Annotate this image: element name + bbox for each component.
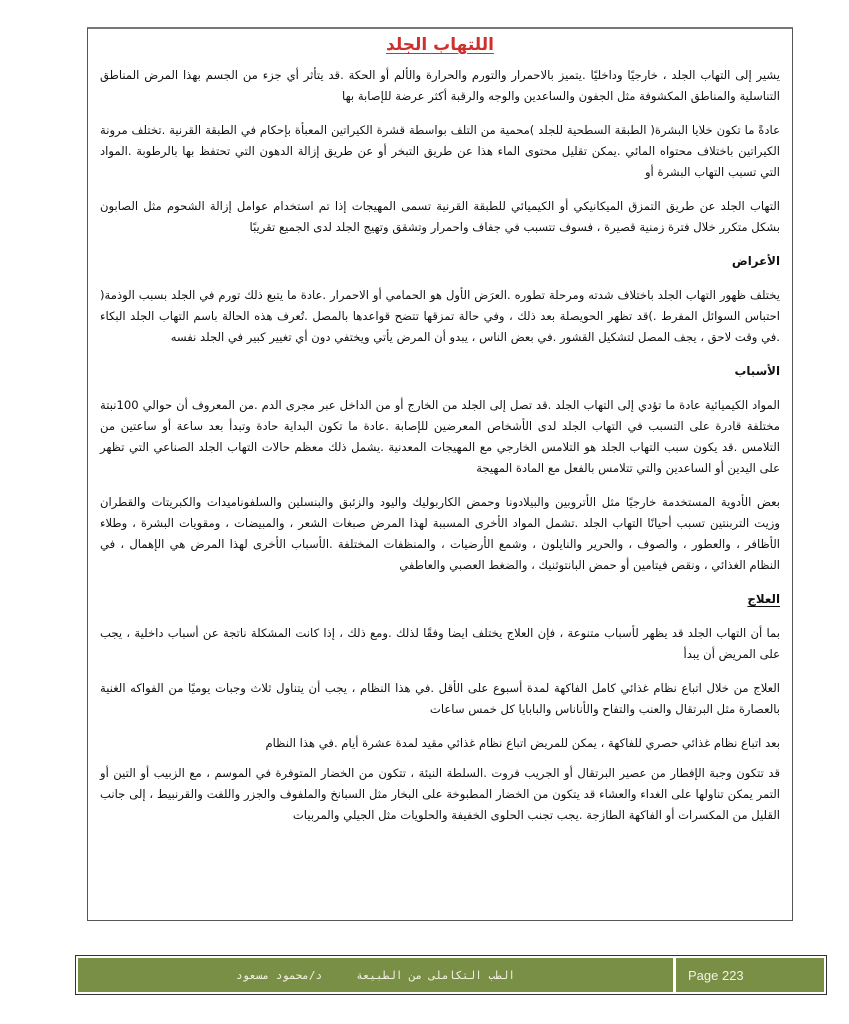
document-title: اللتهاب الجلد — [386, 35, 494, 55]
paragraph-intro: يشير إلى التهاب الجلد ، خارجيًا وداخليًا .يتميز بالاحمرار والتورم والحرارة والألم أو الحكة .قد يتأثر أي جزء من الجسم بهذا المرض المناطق التناسلية والمناطق المكشوفة مثل الجفون والساعدين والوجه والرقبة أكثر عرضة للإصابة بها — [100, 68, 780, 103]
footer-book-info — [78, 958, 673, 992]
heading-treatment: العلاج — [747, 592, 780, 606]
paragraph-irritants: التهاب الجلد عن طريق التمزق الميكانيكي أو الكيميائي للطبقة القرنية تسمى المهيجات إذا تم استخدام عوامل إزالة الشحوم مثل الصابون بشكل متكرر خلال فترة زمنية قصيرة ، فسوف تتسبب في جفاف واحمرار وتشقق وتهيج الجلد لدى الجميع تقريبًا — [100, 199, 780, 234]
paragraph-causes-drugs: بعض الأدوية المستخدمة خارجيًا مثل الأتروبين والبيلادونا وحمض الكاربوليك واليود والزئبق والبنسلين والسلفوناميدات والكبريتات والقطران وزيت التربنتين تسبب أحيانًا التهاب الجلد .تشمل المواد الأخرى المسببة لهذا المرض صبغات الشعر ، والمبيضات ، ومقويات البشرة ، وطلاء الأظافر ، والعطور ، والصوف ، والحرير والنايلون ، وشمع الأرضيات ، والمنظفات المختلفة .الأسباب الأخرى لهذا المرض هي الإهمال ، في النظام الغذائي ، ونقص فيتامين أو حمض البانتوثنيك ، والضغط العصبي والعاطفي — [100, 495, 780, 572]
paragraph-fruit-diet: العلاج من خلال اتباع نظام غذائي كامل الفاكهة لمدة أسبوع على الأقل .في هذا النظام ، يجب أن يتناول ثلاث وجبات يوميًا من الفواكه الغنية بالعصارة مثل البرتقال والعنب والتفاح والأناناس والبابايا كل خمس ساعات — [100, 681, 780, 716]
paragraph-causes-chemicals: المواد الكيميائية عادة ما تؤدي إلى التهاب الجلد .قد تصل إلى الجلد من الخارج أو من الداخل عبر مجرى الدم .من المعروف أن حوالي 100نبتة مختلفة قادرة على التسبب في التهاب الجلد لدى الأشخاص المعرضين للإصابة .عادة ما تكون البداية حادة وتبدأ بعد ساعة أو ساعتين من التلامس .قد يكون سبب التهاب الجلد هو التلامس الخارجي مع المهيجات المعدنية .يشمل ذلك معظم حالات التهاب الجلد الصناعي التي تظهر على اليدين أو الساعدين والتي تتلامس بالفعل مع المادة المهيجة — [100, 398, 780, 475]
footer-book-title: الطب التكاملى من الطبيعة — [356, 968, 516, 982]
page-footer — [75, 955, 827, 995]
footer-author: د/محمود مسعود — [235, 968, 323, 982]
paragraph-restricted-diet: بعد اتباع نظام غذائي حصري للفاكهة ، يمكن للمريض اتباع نظام غذائي مقيد لمدة عشرة أيام .في هذا النظام — [265, 736, 780, 750]
paragraph-symptoms: يختلف ظهور التهاب الجلد باختلاف شدته ومرحلة تطوره .العرَض الأول هو الحمامي أو الاحمرار .عادة ما يتبع ذلك تورم في الجلد بسبب الوذمة( احتباس السوائل المفرط .)قد تظهر الحويصلة بعد ذلك ، وفي حالة تمزقها تتضح قواعدها بالمصل .تُعرف هذه الحالة باسم التهاب الجلد البكاء .في وقت لاحق ، يجف المصل لتشكيل القشور .في بعض الناس ، يبدو أن المرض يأتي ويختفي دون أي تغيير كبير في الجلد نفسه — [100, 288, 780, 344]
document-page-box — [87, 27, 793, 921]
paragraph-treatment-intro: بما أن التهاب الجلد قد يظهر لأسباب متنوعة ، فإن العلاج يختلف ايضا وفقًا لذلك .ومع ذلك ، إذا كانت المشكلة ناتجة عن أسباب داخلية ، يجب على المريض أن يبدأ — [100, 626, 780, 661]
footer-page-number: Page 223 — [676, 958, 824, 992]
paragraph-epidermis: عادةً ما تكون خلايا البشرة( الطبقة السطحية للجلد )محمية من التلف بواسطة قشرة الكيراتين المعبأة بإحكام في الطبقة القرنية .تختلف مرونة الكيراتين باختلاف محتواه المائي .يمكن تقليل محتوى الماء هذا عن طريق التبخر أو عن طريق إزالة الدهون التي تحتفظ بها بالرطوبة .المواد التي تسبب التهاب البشرة أو — [100, 123, 780, 179]
heading-causes: الأسباب — [734, 364, 780, 378]
heading-symptoms: الأعراض — [731, 254, 780, 268]
paragraph-meals: قد تتكون وجبة الإفطار من عصير البرتقال أو الجريب فروت .السلطة النيئة ، تتكون من الخضار المتوفرة في الموسم ، مع الزبيب أو التين أو التمر يمكن تناولها على الغداء والعشاء قد يتكون من الخضار المطبوخة على البخار مثل السبانخ والملفوف والجزر واللفت والقرنبيط ، إلى جانب القليل من المكسرات أو الفاكهة الطازجة .يجب تجنب الحلوى الخفيفة والحلويات مثل الجيلي والمربيات — [100, 766, 780, 822]
